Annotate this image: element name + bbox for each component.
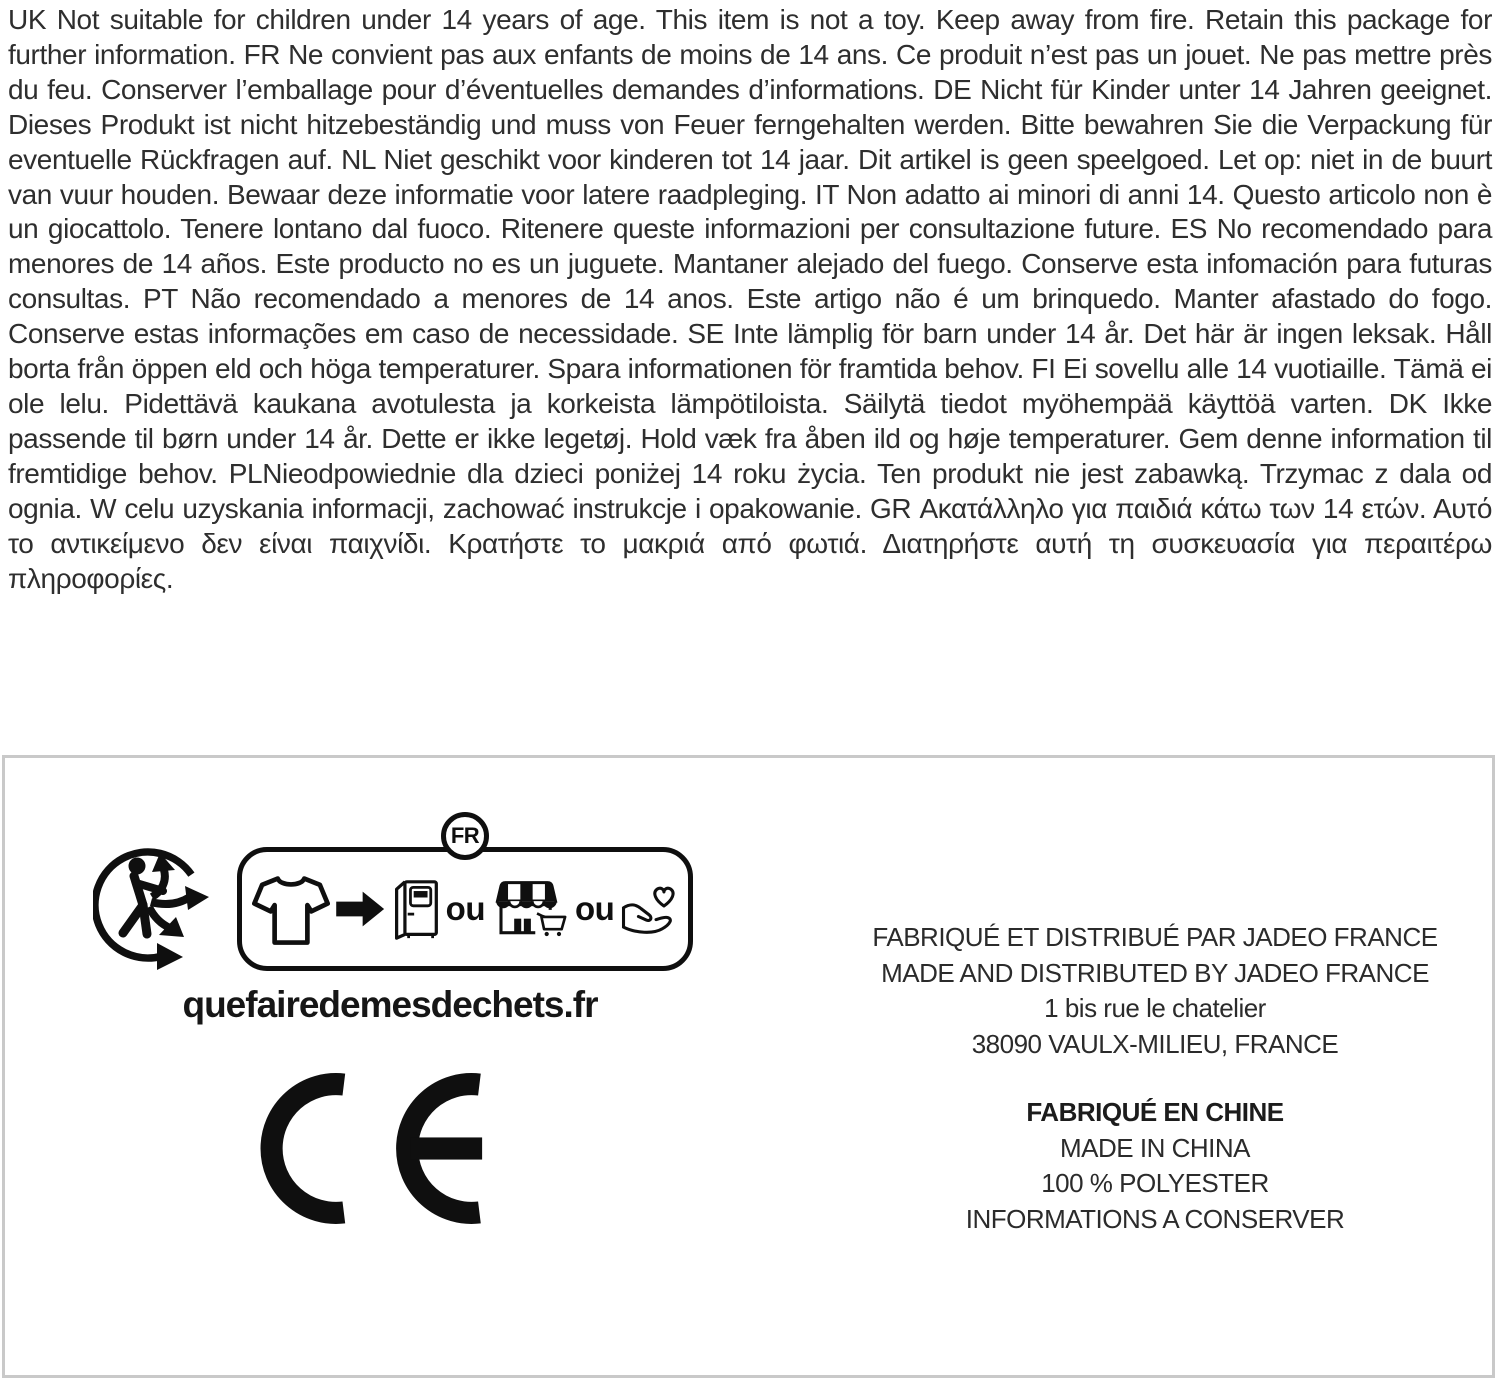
manufacturer-street: 1 bis rue le chatelier [1044,993,1266,1023]
origin-info [820,1095,1490,1237]
textile-collection-bin-icon [392,879,440,940]
recycling-and-manufacturer-panel [2,755,1495,1378]
arrow-right-icon [336,890,386,928]
manufacturer-info [820,920,1490,1062]
ou-separator: ou [575,890,615,927]
donation-hand-heart-icon [620,884,678,935]
ce-mark-icon [260,1071,485,1226]
recycling-website-text: quefairedemesdechets.fr [182,984,598,1025]
manufacturer-city: 38090 VAULX-MILIEU, FRANCE [971,1028,1339,1059]
keep-info-line: INFORMATIONS A CONSERVER [965,1203,1345,1234]
sorting-instructions-box [237,847,693,971]
triman-recycling-icon [93,843,228,975]
fr-badge: FR [441,812,489,860]
origin-line-en: MADE IN CHINA [1060,1132,1250,1163]
store-icon [491,880,569,938]
origin-line-fr: FABRIQUÉ EN CHINE [1026,1097,1284,1127]
manufacturer-line-en: MADE AND DISTRIBUTED BY JADEO FRANCE [881,957,1429,988]
multilingual-warning-text: UK Not suitable for children under 14 years of age. This item is not a toy. Keep away from fire. Retain this package for further information. FR Ne convient pas aux enfants de moins de 14 ans. Ce produit n’est pas un jouet. Ne pas mettre près du feu. Conserver l’emballage pour d’éventuelles demandes d’informations. DE Nicht für Kinder unter 14 Jahren geeignet. Dieses Produkt ist nicht hitzebeständig und muss von Feuer ferngehalten werden. Bitte bewahren Sie die Verpackung für eventuelle Rückfragen auf. NL Niet geschikt voor kinderen tot 14 jaar. Dit artikel is geen speelgoed. Let op: niet in de buurt van vuur houden. Bewaar deze informatie voor latere raadpleging. IT Non adatto ai minori di anni 14. Questo articolo non è un giocattolo. Tenere lontano dal fuoco. Ritenere queste informazioni per consultazione future. ES No recomendado para menores de 14 años. Este producto no es un juguete. Mantaner alejado del fuego. Conserve esta infomación para futuras consultas. PT Não recomendado a menores de 14 anos. Este artigo não é um brinquedo. Manter afastado do fogo. Conserve estas informações em caso de necessidade. SE Inte lämplig för barn under 14 år. Det här är ingen leksak. Håll borta från öppen eld och höga temperaturer. Spara informationen för framtida behov. FI Ei sovellu alle 14 vuotiaille. Tämä ei ole lelu. Pidettävä kaukana avotulesta ja korkeista lämpötiloista. Säilytä tiedot myöhempää käyttöä varten. DK Ikke passende til børn under 14 år. Dette er ikke legetøj. Hold væk fra åben ild og høje temperaturer. Gem denne information til fremtidige behov. PLNieodpowiednie dla dzieci poniżej 14 roku życia. Ten produkt nie jest zabawką. Trzymac z dala od ognia. W celu uzyskania informacji, zachować instrukcje i opakowanie. GR Ακατάλληλο για παιδιά κάτω των 14 ετών. Αυτό το αντικείμενο δεν είναι παιχνίδι. Κρατήστε το μακριά από φωτιά. Διατηρήστε αυτή τη συσκευασία για περαιτέρω πληροφορίες. [8,4,1492,594]
manufacturer-line-fr: FABRIQUÉ ET DISTRIBUÉ PAR JADEO FRANCE [872,922,1438,952]
tshirt-icon [252,873,330,945]
ou-separator: ou [445,890,485,927]
composition-line: 100 % POLYESTER [1041,1168,1269,1198]
